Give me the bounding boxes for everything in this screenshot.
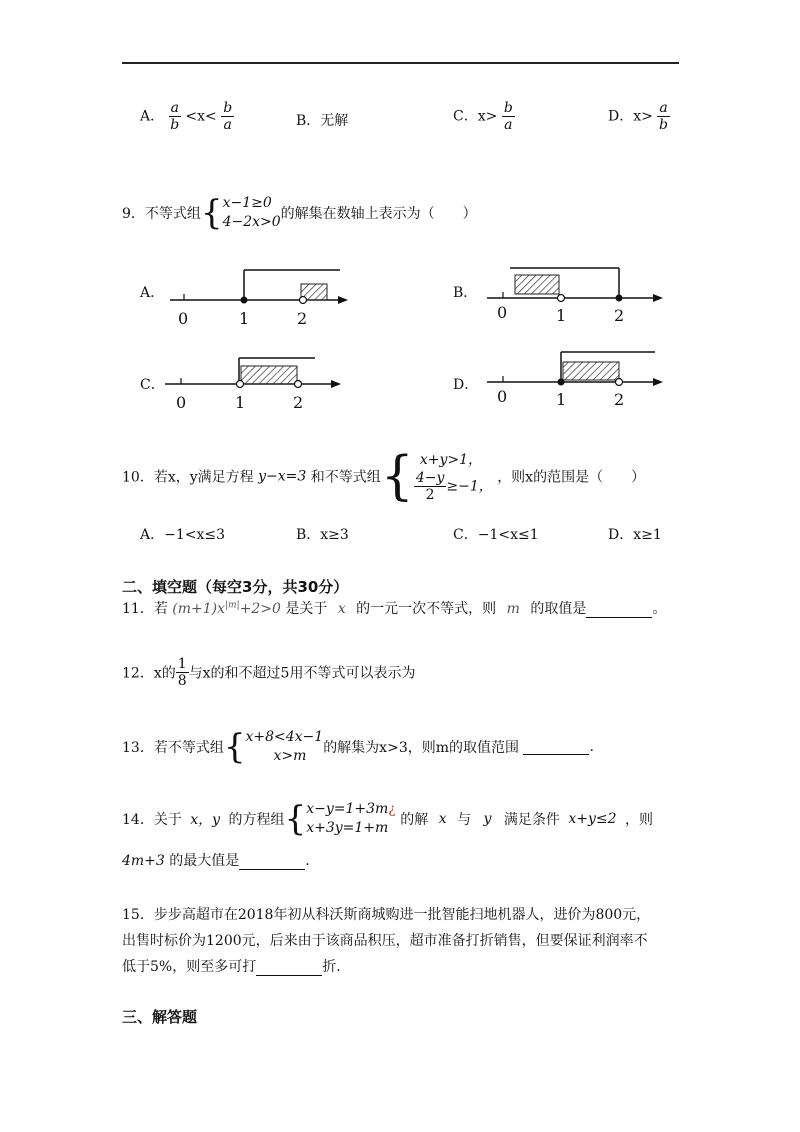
q14-stem-line1: 14．关于 x，y 的方程组{ x−y=1+3m¿ x+3y=1+m 的解 x 与 y 满足条件 x+y≤2 ，则 [122,799,653,839]
q9-option-b-label: B． [453,285,478,301]
tick-0: 0 [497,303,508,322]
tick-0: 0 [178,309,189,328]
tick-2: 2 [293,393,304,412]
number-line-c [163,352,353,418]
q8-option-a: A． $\frac{a}{b}$ <x< $\frac{b}{a}$ [140,100,233,133]
q13-stem: 13．若不等式组{ x+8<4x−1 x>m 的解集为x>3，则m的取值范围 . [122,727,594,767]
q9-option-d-label: D． [453,377,479,393]
q15-answer-blank[interactable] [256,961,322,976]
tick-2: 2 [614,306,625,325]
tick-1: 1 [239,309,250,328]
tick-1: 1 [556,390,567,409]
q10-option-c: C．−1<x≤1 [453,527,539,543]
number-line-a [168,262,358,328]
tick-0: 0 [176,393,187,412]
section-3-title: 三、解答题 [122,1008,198,1026]
q10-stem: 10．若x，y满足方程 y−x=3 和不等式组{ x+y>1， $\frac{4-y}{2}$ ≥−1， ，则x的范围是（ ） [122,446,646,507]
q10-option-b: B．x≥3 [296,527,349,543]
q14-answer-blank[interactable] [239,855,305,870]
q10-option-a: A．−1<x≤3 [140,527,226,543]
q10-option-d: D．x≥1 [608,527,662,543]
number-line-d [485,346,675,412]
tick-2: 2 [297,309,308,328]
top-rule [122,62,679,64]
section-2-title: 二、填空题（每空3分，共30分） [122,578,349,596]
q11-stem: 11．若 $(m+1)x^{|m|}+2>0$ 是关于 x 的一元一次不等式，则 m 的取值是 。 [122,600,667,617]
q14-stem-line2: 4m+3 的最大值是 . [122,853,310,869]
q9-option-c-label: C． [140,377,165,393]
q9-option-a-label: A． [140,285,165,301]
tick-1: 1 [235,393,246,412]
q9-stem: 9．不等式组{ x−1≥0 4−2x>0 的解集在数轴上表示为（ ） [122,193,477,233]
q11-answer-blank[interactable] [586,603,652,618]
q8-option-c: C．x> $\frac{b}{a}$ [453,100,513,133]
q15-line3: 低于5%，则至多可打 折. [122,959,341,975]
q15-line2: 出售时标价为1200元，后来由于该商品积压，超市准备打折销售，但要保证利润率不 [122,933,648,949]
q8-option-b: B．无解 [296,113,349,129]
tick-0: 0 [497,387,508,406]
tick-2: 2 [614,390,625,409]
q13-answer-blank[interactable] [523,740,589,755]
q12-stem: 12．x的 $\frac{1}{8}$ 与x的和不超过5用不等式可以表示为 [122,656,416,689]
q8-option-d: D．x> $\frac{a}{b}$ [608,100,668,133]
number-line-b [485,262,675,328]
q15-line1: 15．步步高超市在2018年初从科沃斯商城购进一批智能扫地机器人，进价为800元， [122,907,651,923]
tick-1: 1 [556,306,567,325]
